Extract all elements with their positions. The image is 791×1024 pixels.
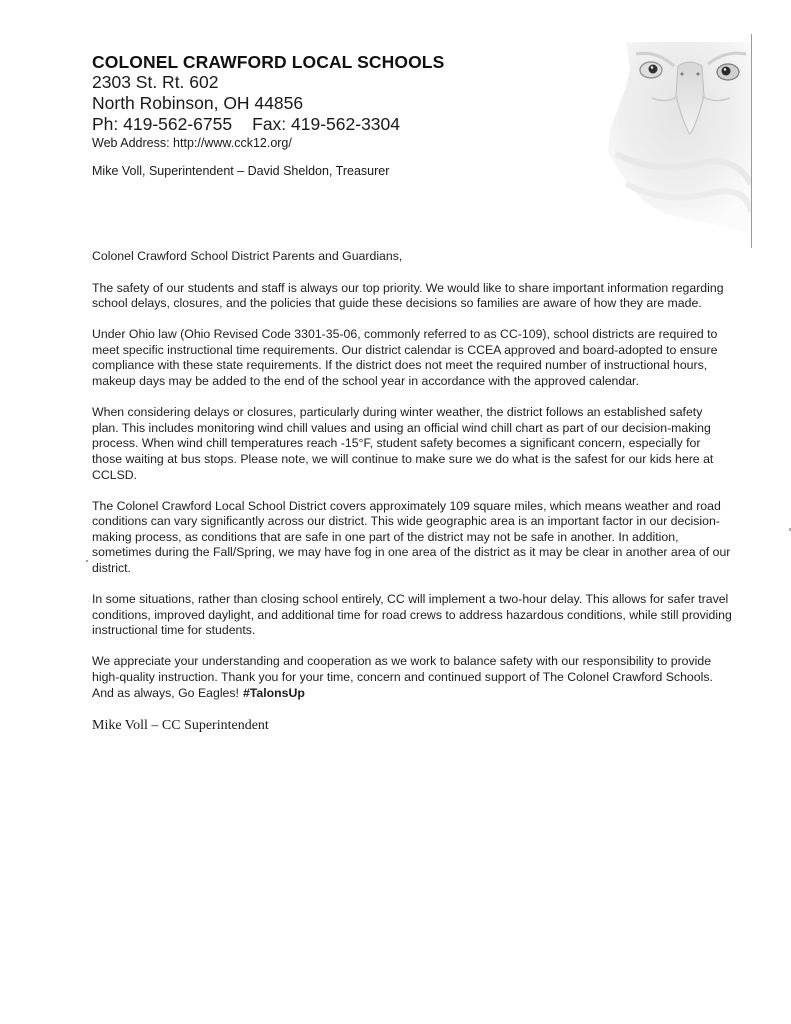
scan-artifact bbox=[86, 560, 88, 562]
salutation: Colonel Crawford School District Parents and Guardians, bbox=[92, 249, 403, 263]
address-city-state-zip: North Robinson, OH 44856 bbox=[92, 93, 304, 113]
paragraph-closing bbox=[92, 654, 732, 701]
paragraph-safety-priority: The safety of our students and staff is always our top priority. We would like to share important information regarding school delays, closures, and the policies that guide these decisions so families are aware of how they are made. bbox=[92, 280, 724, 311]
web-address: Web Address: http://www.cck12.org/ bbox=[92, 136, 292, 150]
officers-line: Mike Voll, Superintendent – David Sheldon, Treasurer bbox=[92, 164, 390, 178]
paragraph-two-hour-delay: In some situations, rather than closing school entirely, CC will implement a two-hour delay. This allows for safer travel conditions, improved daylight, and additional time for road crews to address hazardous conditions, while still providing instructional time for students. bbox=[92, 592, 732, 638]
fax-number: Fax: 419-562-3304 bbox=[252, 114, 401, 134]
letterhead bbox=[92, 52, 444, 179]
letter-body bbox=[92, 249, 732, 735]
address-street: 2303 St. Rt. 602 bbox=[92, 72, 219, 92]
phone-number: Ph: 419-562-6755 bbox=[92, 114, 233, 134]
eagle-head-image bbox=[596, 34, 751, 248]
paragraph-ohio-law: Under Ohio law (Ohio Revised Code 3301-35-06, commonly referred to as CC-109), school districts are required to meet specific instructional time requirements. Our district calendar is CCEA approved and board-adopted to ensure compliance with these state requirements. If the district does not meet the required number of instructional hours, makeup days may be added to the end of the school year in accordance with the approved calendar. bbox=[92, 327, 718, 389]
paragraph-wind-chill: When considering delays or closures, particularly during winter weather, the district follows an established safety plan. This includes monitoring wind chill values and using an official wind chill chart as part of our decision-making process. When wind chill temperatures reach -15°F, student safety becomes a significant concern, especially for those waiting at bus stops. Please note, we will continue to make sure we do what is the safest for our kids here at CCLSD. bbox=[92, 405, 714, 482]
closing-text: We appreciate your understanding and cooperation as we work to balance safety with our responsibility to provide high-quality instruction. Thank you for your time, concern and continued support of The Colonel Crawford Schools. And as always, Go Eagles! bbox=[92, 654, 713, 700]
contact-numbers bbox=[92, 114, 444, 135]
paragraph-district-area: The Colonel Crawford Local School District covers approximately 109 square miles, which means weather and road conditions can vary significantly across our district. This wide geographic area is an important factor in our decision-making process, as conditions that are safe in one part of the district may not be safe in another. In addition, sometimes during the Fall/Spring, we may have fog in one area of the district as it may be clear in another area of our district. bbox=[92, 498, 731, 575]
scan-edge-line bbox=[751, 34, 752, 248]
signature: Mike Voll – CC Superintendent bbox=[92, 717, 269, 733]
hashtag: #TalonsUp bbox=[242, 685, 305, 700]
organization-name: COLONEL CRAWFORD LOCAL SCHOOLS bbox=[92, 52, 445, 72]
